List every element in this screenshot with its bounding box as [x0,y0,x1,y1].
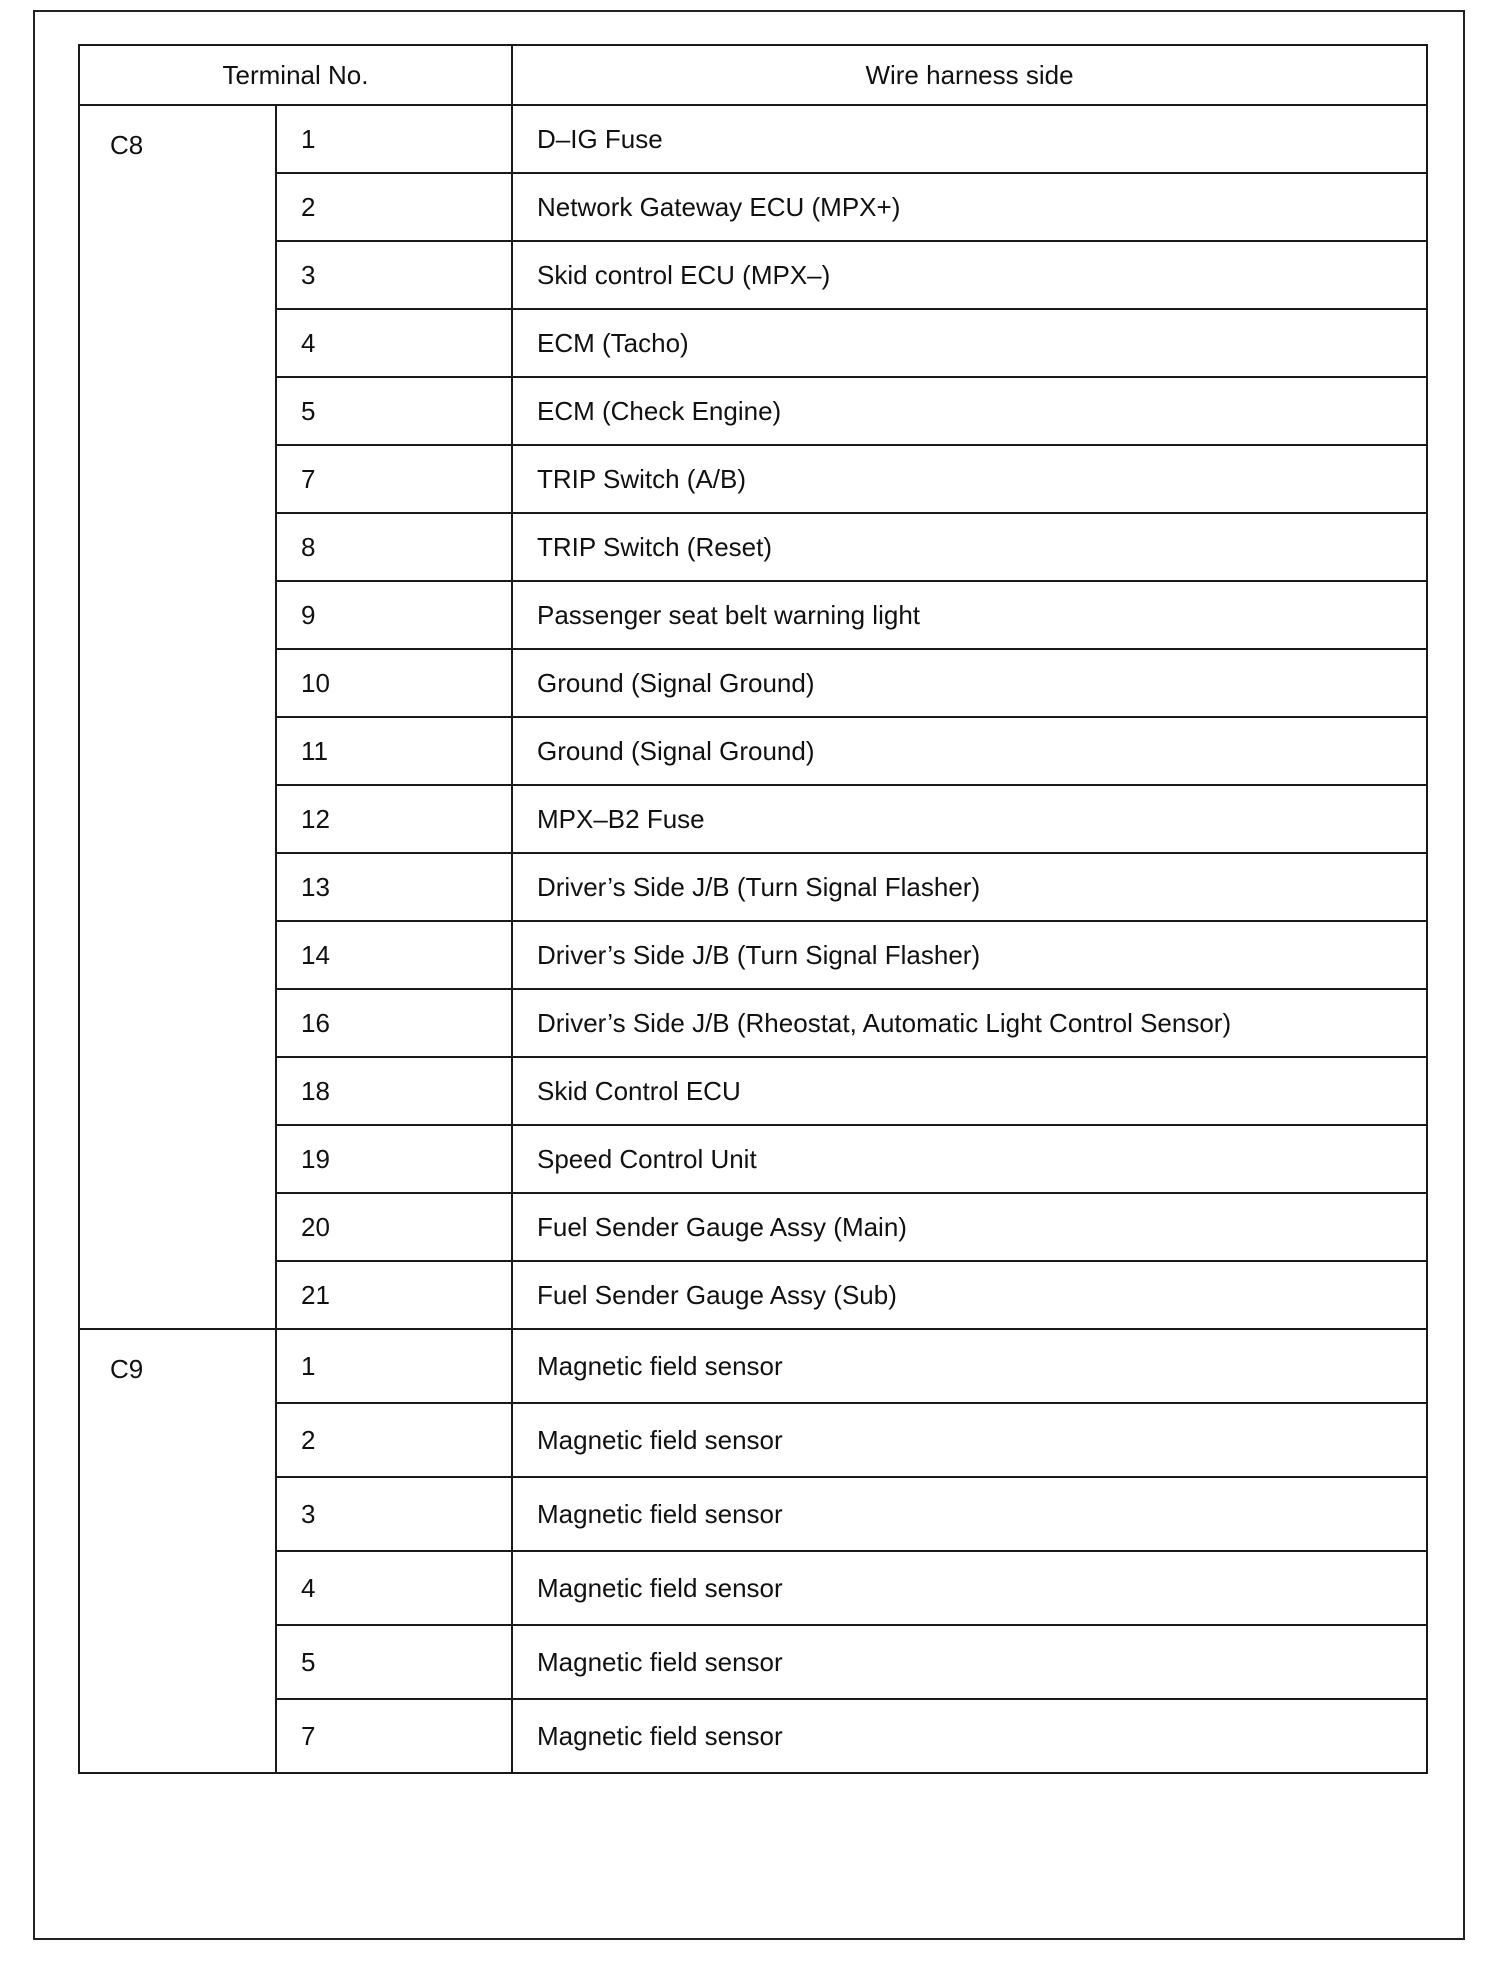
table-row [79,581,1427,649]
header-row [79,45,1427,105]
terminal-table [78,44,1428,1774]
description-cell: Skid Control ECU [512,1057,1427,1125]
table-row [79,1477,1427,1551]
description-cell: Magnetic field sensor [512,1477,1427,1551]
pin-cell: 14 [276,921,512,989]
description-cell: Magnetic field sensor [512,1699,1427,1773]
pin-cell: 1 [276,1329,512,1403]
description-cell: Ground (Signal Ground) [512,717,1427,785]
description-cell: Driver’s Side J/B (Turn Signal Flasher) [512,921,1427,989]
table-row [79,1261,1427,1329]
table-row [79,513,1427,581]
table-body [79,105,1427,1773]
description-cell: Passenger seat belt warning light [512,581,1427,649]
pin-cell: 4 [276,1551,512,1625]
pin-cell: 18 [276,1057,512,1125]
pin-cell: 3 [276,241,512,309]
table-row [79,1403,1427,1477]
table-row [79,173,1427,241]
pin-cell: 9 [276,581,512,649]
description-cell: ECM (Tacho) [512,309,1427,377]
pin-cell: 3 [276,1477,512,1551]
pin-cell: 21 [276,1261,512,1329]
connector-cell: C8 [79,105,276,1329]
table-row [79,649,1427,717]
pin-cell: 2 [276,173,512,241]
pin-cell: 1 [276,105,512,173]
header-terminal-no: Terminal No. [79,45,512,105]
table-row [79,105,1427,173]
pin-cell: 7 [276,1699,512,1773]
table-row [79,445,1427,513]
connector-cell: C9 [79,1329,276,1773]
pin-cell: 20 [276,1193,512,1261]
description-cell: Speed Control Unit [512,1125,1427,1193]
description-cell: Network Gateway ECU (MPX+) [512,173,1427,241]
description-cell: Driver’s Side J/B (Turn Signal Flasher) [512,853,1427,921]
pin-cell: 13 [276,853,512,921]
table-row [79,1551,1427,1625]
pin-cell: 4 [276,309,512,377]
description-cell: Magnetic field sensor [512,1551,1427,1625]
description-cell: D–IG Fuse [512,105,1427,173]
table-row [79,1329,1427,1403]
table-row [79,1057,1427,1125]
table-row [79,241,1427,309]
description-cell: Fuel Sender Gauge Assy (Sub) [512,1261,1427,1329]
table-row [79,377,1427,445]
table-row [79,1125,1427,1193]
pin-cell: 16 [276,989,512,1057]
pin-cell: 2 [276,1403,512,1477]
description-cell: TRIP Switch (A/B) [512,445,1427,513]
description-cell: Ground (Signal Ground) [512,649,1427,717]
description-cell: ECM (Check Engine) [512,377,1427,445]
description-cell: Magnetic field sensor [512,1625,1427,1699]
table-row [79,1193,1427,1261]
description-cell: TRIP Switch (Reset) [512,513,1427,581]
description-cell: Fuel Sender Gauge Assy (Main) [512,1193,1427,1261]
pin-cell: 19 [276,1125,512,1193]
table-row [79,1625,1427,1699]
pin-cell: 10 [276,649,512,717]
pin-cell: 11 [276,717,512,785]
pin-cell: 7 [276,445,512,513]
table-row [79,717,1427,785]
table-row [79,1699,1427,1773]
description-cell: Driver’s Side J/B (Rheostat, Automatic Light Control Sensor) [512,989,1427,1057]
table-row [79,989,1427,1057]
table-row [79,853,1427,921]
pin-cell: 8 [276,513,512,581]
description-cell: Magnetic field sensor [512,1329,1427,1403]
pin-cell: 5 [276,1625,512,1699]
description-cell: MPX–B2 Fuse [512,785,1427,853]
table-row [79,309,1427,377]
pin-cell: 12 [276,785,512,853]
table-row [79,921,1427,989]
pin-cell: 5 [276,377,512,445]
description-cell: Magnetic field sensor [512,1403,1427,1477]
table-row [79,785,1427,853]
description-cell: Skid control ECU (MPX–) [512,241,1427,309]
header-wire-harness-side: Wire harness side [512,45,1427,105]
